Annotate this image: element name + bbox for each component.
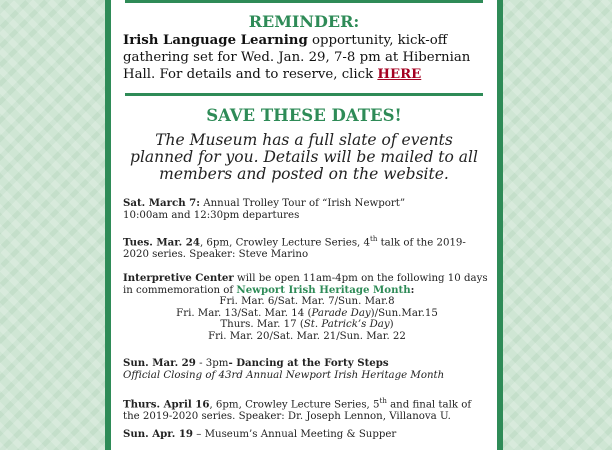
reminder-text — [123, 32, 487, 83]
event-subtitle: Official Closing of 43rd Annual Newport Irish Heritage Month — [123, 369, 445, 381]
event-crowley-lecture-5 — [123, 396, 491, 422]
event-text: talk of the 2019-2020 series. Speaker: Steve Marino — [123, 237, 466, 260]
event-text: Thurs. Mar. 17 ( — [220, 319, 304, 330]
event-date: Tues. Mar. 24 — [123, 236, 200, 249]
here-link[interactable]: HERE — [377, 67, 422, 82]
event-text: Fri. Mar. 13/Sat. Mar. 14 ( — [176, 307, 312, 319]
event-text: Parade Day — [311, 307, 371, 319]
top-divider — [125, 0, 483, 3]
event-date: Sun. Mar. 29 — [123, 357, 196, 369]
event-text: )/Sun.Mar.15 — [370, 307, 438, 319]
reminder-heading: REMINDER: — [248, 12, 360, 31]
event-annual-meeting — [123, 429, 491, 441]
event-lead: Interpretive Center — [123, 272, 234, 284]
event-text: 10:00am and 12:30pm departures — [123, 209, 300, 221]
event-date: Thurs. April 16 — [123, 398, 210, 411]
heritage-month-highlight: Newport Irish Heritage Month — [236, 283, 411, 296]
save-dates-heading: SAVE THESE DATES! — [206, 106, 402, 125]
date-line: Fri. Mar. 20/Sat. Mar. 21/Sun. Mar. 22 — [208, 330, 406, 342]
event-date: Sun. Apr. 19 — [123, 428, 193, 440]
event-trolley-tour — [123, 198, 491, 221]
event-text: , 6pm, Crowley Lecture Series, 4 — [199, 237, 371, 249]
reminder-bold-lead: Irish Language Learning — [123, 33, 308, 48]
save-dates-intro: The Museum has a full slate of events planned for you. Details will be mailed to all members and posted on the website. — [130, 131, 478, 183]
event-text: - 3pm — [195, 358, 229, 369]
reminder-body: opportunity, kick-off gathering set for Wed. Jan. 29, 7-8 pm at Hibernian Hall. For details and to reserve, click — [123, 33, 471, 82]
event-text: Annual Trolley Tour of “Irish Newport” — [200, 198, 406, 209]
event-text: will be open 11am-4pm on the following 10 days in commemoration of — [123, 273, 488, 296]
event-interpretive-center — [123, 273, 491, 342]
ordinal-suffix: th — [379, 397, 387, 405]
ordinal-suffix: th — [370, 235, 378, 243]
event-title: - Dancing at the Forty Steps — [228, 357, 389, 369]
event-text: – Museum’s Annual Meeting & Supper — [193, 429, 397, 440]
event-forty-steps — [123, 358, 491, 381]
date-line — [123, 319, 491, 331]
event-text: , 6pm, Crowley Lecture Series, 5 — [209, 399, 380, 411]
event-text: : — [410, 283, 415, 296]
event-text: St. Patrick’s Day — [303, 319, 390, 330]
newsletter-panel — [105, 0, 503, 450]
event-date: Sat. March 7: — [123, 197, 201, 209]
event-text: ) — [389, 319, 394, 330]
date-line: Fri. Mar. 6/Sat. Mar. 7/Sun. Mar.8 — [219, 296, 395, 307]
event-crowley-lecture-4 — [123, 234, 491, 260]
event-text: and final talk of the 2019-2020 series. Speaker: Dr. Joseph Lennon, Villanova U. — [123, 399, 472, 422]
middle-divider — [125, 93, 483, 96]
date-line — [123, 308, 491, 320]
